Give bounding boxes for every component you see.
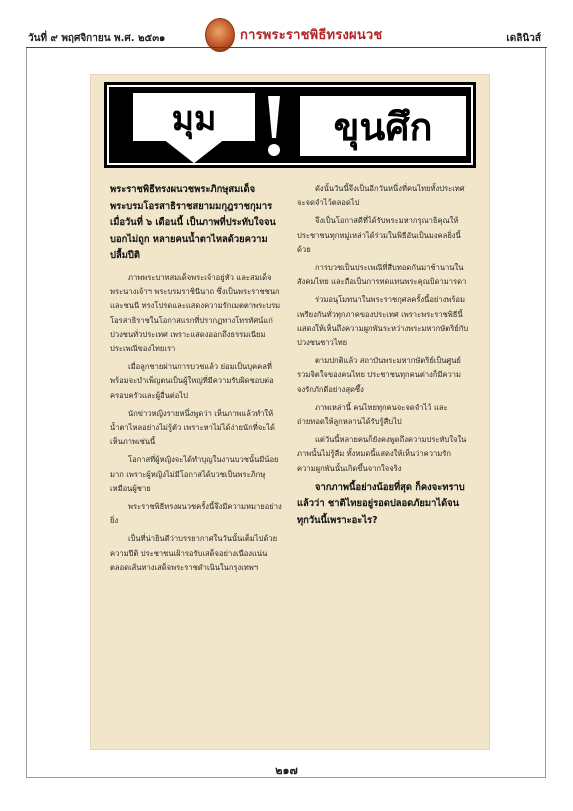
article-paragraph: การบวชเป็นประเพณีที่สืบทอดกันมาช้านานในสังคมไทย และถือเป็นการทดแทนพระคุณบิดามารดา [297, 263, 467, 287]
article-column-left [110, 182, 282, 579]
article-paragraph: เป็นที่น่ายินดีว่าบรรยากาศในวันนั้นเต็มไปด้วยความปีติ ประชาชนเฝ้ารอรับเสด็จอย่างเนืองแน่นตลอดเส้นทางเสด็จพระราชดำเนินในกรุงเทพฯ [110, 534, 278, 572]
banner-left-word: มุม [171, 99, 217, 139]
article-paragraph: เมื่อลูกชายผ่านการบวชแล้ว ย่อมเป็นบุคคลที่พร้อมจะบำเพ็ญตนเป็นผู้ใหญ่ที่มีความรับผิดชอบต่อครอบครัวและผู้อื่นต่อไป [110, 362, 274, 400]
article-column-right [297, 182, 469, 530]
article-paragraph: จึงเป็นโอกาสดีที่ได้รับพระมหากรุณาธิคุณให้ประชาชนทุกหมู่เหล่าได้ร่วมในพิธีอันเป็นมงคลยิ่งนี้ด้วย [297, 216, 461, 254]
article-paragraph: พระราชพิธีทรงผนวชครั้งนี้จึงมีความหมายอย่างยิ่ง [110, 502, 282, 526]
article-paragraph: ภาพพระบาทสมเด็จพระเจ้าอยู่หัว และสมเด็จพระนางเจ้าฯ พระบรมราชินีนาถ ซึ่งเป็นพระราชชนกและชนนี ทรงโปรดและแสดงความรักเมตตาพระบรมโอรสาธิราชในโอกาสแรกที่ปรากฏทางโทรทัศน์แก่ปวงชนทั่วประเทศ เพราะแสดงออกถึงธรรมเนียมประเพณีของไทยเรา [110, 272, 281, 353]
article-body [110, 182, 472, 742]
exclamation-dot [268, 144, 280, 156]
article-paragraph: ดังนั้นวันนี้จึงเป็นอีกวันหนึ่งที่คนไทยทั้งประเทศจะจดจำไว้ตลอดไป [297, 184, 465, 208]
article-paragraph: โอกาสที่ผู้หญิงจะได้ทำบุญในงานบวชนั้นมีน้อยมาก เพราะผู้หญิงไม่มีโอกาสได้บวชเป็นพระภิกษุเหมือนผู้ชาย [110, 455, 279, 493]
article-paragraph: ตามปกติแล้ว สถาบันพระมหากษัตริย์เป็นศูนย์รวมจิตใจของคนไทย ประชาชนทุกคนต่างก็มีความจงรักภักดีอย่างสุดซึ้ง [297, 356, 462, 394]
source-name: เดลินิวส์ [506, 33, 541, 44]
page-title: การพระราชพิธีทรงผนวช [240, 28, 383, 43]
newspaper-clipping [90, 74, 490, 750]
column-banner [104, 82, 476, 168]
article-lead: พระราชพิธีทรงผนวชพระภิกษุสมเด็จพระบรมโอรสาธิราชสยามมกุฎราชกุมาร เมื่อวันที่ ๖ เดือนนี้ เป็นภาพที่ประทับใจจนบอกไม่ถูก หลายคนน้ำตาไหลด้วยความปลื้มปีติ [110, 184, 276, 262]
header-date: วันที่ ๙ พฤศจิกายน พ.ศ. ๒๕๓๑ [28, 33, 166, 44]
article-paragraph: นักข่าวหญิงรายหนึ่งพูดว่า เห็นภาพแล้วทำให้น้ำตาไหลอย่างไม่รู้ตัว เพราะหาไม่ได้ง่ายนักที่จะได้เห็นภาพเช่นนี้ [110, 408, 275, 447]
article-paragraph: แต่วันนี้หลายคนก็ยังคงพูดถึงความประทับใจในภาพนั้นไม่รู้ลืม ทั้งหมดนี้แสดงให้เห็นว่าความรักความผูกพันนั้นเกิดขึ้นจากใจจริง [297, 435, 467, 473]
banner-right-word: ขุนศึก [333, 105, 433, 149]
article-paragraph: ภาพเหล่านี้ คนไทยทุกคนจะจดจำไว้ และถ่ายทอดให้ลูกหลานได้รับรู้สืบไป [297, 402, 448, 427]
page-number: ๒๑๗ [275, 764, 298, 777]
article-closing: จากภาพนี้อย่างน้อยที่สุด ก็คงจะทราบแล้วว่า ชาติไทยอยู่รอดปลอดภัยมาได้จนทุกวันนี้เพราะอะไร? [297, 481, 465, 527]
article-paragraph: ร่วมอนุโมทนาในพระราชกุศลครั้งนี้อย่างพร้อมเพรียงกันทั่วทุกภาคของประเทศ เพราะพระราชพิธีนี้แสดงให้เห็นถึงความผูกพันระหว่างพระมหากษัตริย์กับปวงชนชาวไทย [297, 295, 469, 348]
